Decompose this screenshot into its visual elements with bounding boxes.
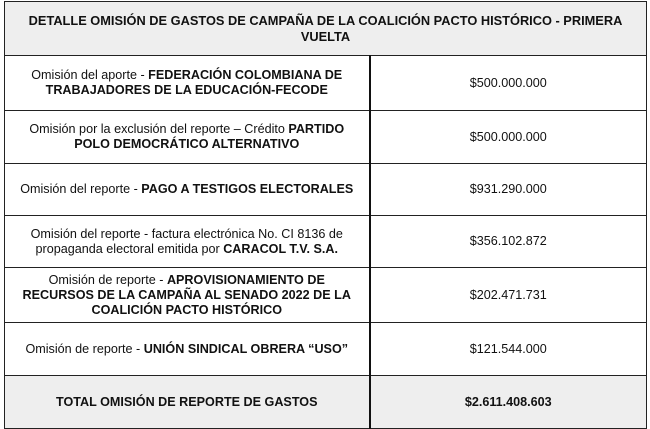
concept-prefix: Omisión por la exclusión del reporte – Crédito (29, 122, 289, 136)
concept-cell (5, 56, 370, 111)
table-header-row (5, 2, 647, 56)
concept-prefix: Omisión del aporte - (31, 68, 149, 82)
concept-entity: FEDERACIÓN COLOMBIANA DE TRABAJADORES DE LA EDUCACIÓN-FECODE (45, 68, 343, 97)
concept-cell (5, 216, 370, 268)
concept-entity: PAGO A TESTIGOS ELECTORALES (141, 182, 354, 196)
concept-prefix: Omisión de reporte - (25, 341, 144, 356)
concept-cell (5, 164, 370, 216)
table-row (5, 216, 647, 268)
table-row (5, 323, 647, 376)
concept-entity: APROVISIONAMIENTO DE RECURSOS DE LA CAMPAÑA AL SENADO 2022 DE LA COALICIÓN PACTO HISTÓRICO (22, 272, 351, 317)
concept-cell (5, 111, 370, 164)
concept-entity: CARACOL T.V. S.A. (223, 241, 338, 256)
concept-entity: UNIÓN SINDICAL OBRERA “USO” (143, 341, 349, 356)
concept-prefix: Omisión de reporte - (48, 272, 167, 287)
table-title: DETALLE OMISIÓN DE GASTOS DE CAMPAÑA DE LA COALICIÓN PACTO HISTÓRICO - PRIMERA VUELTA (5, 2, 647, 56)
amount-cell: $356.102.872 (370, 216, 647, 268)
amount-cell: $121.544.000 (370, 323, 647, 376)
concept-prefix: Omisión del reporte - factura electrónica No. CI 8136 de propaganda electoral emitida por (30, 226, 343, 256)
amount-cell: $202.471.731 (370, 268, 647, 323)
amount-cell: $500.000.000 (370, 56, 647, 111)
concept-prefix: Omisión del reporte - (20, 182, 142, 196)
total-row (5, 376, 647, 429)
omission-table (4, 1, 647, 429)
concept-entity: PARTIDO POLO DEMOCRÁTICO ALTERNATIVO (74, 122, 345, 151)
total-label: TOTAL OMISIÓN DE REPORTE DE GASTOS (5, 376, 370, 429)
concept-cell (5, 323, 370, 376)
concept-cell (5, 268, 370, 323)
amount-cell: $500.000.000 (370, 111, 647, 164)
table-row (5, 268, 647, 323)
table-row (5, 111, 647, 164)
table-row (5, 164, 647, 216)
total-amount: $2.611.408.603 (370, 376, 647, 429)
amount-cell: $931.290.000 (370, 164, 647, 216)
table-row (5, 56, 647, 111)
